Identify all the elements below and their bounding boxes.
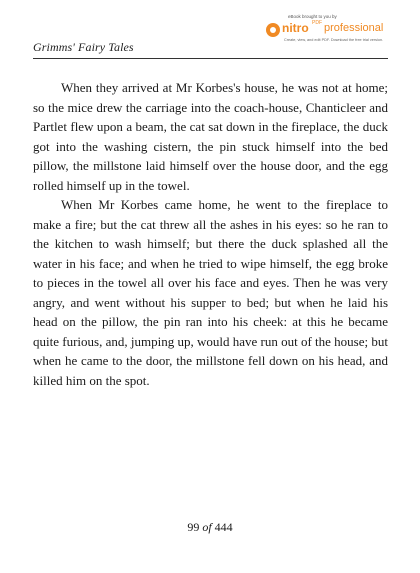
- body-text: [33, 78, 388, 390]
- page-of-label: of: [202, 520, 212, 534]
- header-rule: [33, 58, 388, 59]
- watermark-superscript: PDF: [312, 20, 322, 26]
- watermark-tagline: eBook brought to you by: [288, 14, 337, 19]
- total-pages: 444: [214, 520, 233, 534]
- running-title: Grimms' Fairy Tales: [33, 40, 134, 54]
- watermark-subline: Create, view, and edit PDF. Download the free trial version.: [284, 38, 384, 42]
- nitro-pdf-watermark[interactable]: [262, 14, 392, 48]
- paragraph: When they arrived at Mr Korbes's house, he was not at home; so the mice drew the carriage into the coach-house, Chanticleer and Partlet flew upon a beam, the cat sat down in the fireplace, the duck got into the washing cistern, the pin stuck himself into the bed pillow, the millstone laid himself over the house door, and the egg rolled himself up in the towel.: [33, 80, 388, 193]
- page-number-footer: [0, 520, 420, 535]
- page-number: 99: [187, 520, 200, 534]
- nitro-logo-icon: [266, 23, 280, 37]
- watermark-brand: nitro: [282, 21, 309, 35]
- watermark-product: professional: [324, 22, 384, 34]
- paragraph: When Mr Korbes came home, he went to the fireplace to make a fire; but the cat threw all the ashes in his eyes: so he ran to the kitchen to wash himself; but there the duck splashed all the water in his face; and when he tried to wipe himself, the egg broke to pieces in the towel all over his face and eyes. Then he was very angry, and went without his supper to bed; but when he laid his head on the pillow, the pin ran into his cheek: at this he became quite furious, and, jumping up, would have run out of the house; but when he came to the door, the millstone fell down on his head, and killed him on the spot.: [33, 197, 388, 388]
